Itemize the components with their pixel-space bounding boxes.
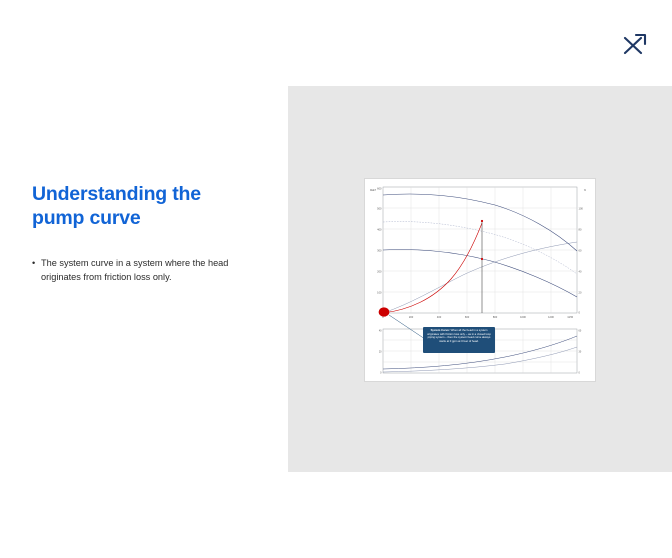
callout-text-container — [423, 327, 495, 353]
list-item — [32, 256, 268, 285]
svg-text:600: 600 — [464, 316, 470, 319]
bullet-icon: • — [32, 258, 36, 268]
callout-text: When all the head in a system originates with friction loss only – as in a closed loop piping system – then the system head curve always starts at 0 gpm at 0 feet of head. — [427, 329, 491, 343]
svg-text:60: 60 — [578, 249, 582, 253]
duty-point-marker — [481, 220, 483, 222]
svg-text:800: 800 — [492, 316, 498, 319]
svg-text:100: 100 — [578, 207, 583, 211]
system-curve-origin-marker — [379, 307, 390, 316]
callout-title: System Curve: — [430, 329, 450, 332]
svg-text:0: 0 — [382, 316, 384, 319]
svg-text:40: 40 — [578, 270, 582, 274]
page-title-line1: Understanding the — [32, 183, 201, 205]
y-axis-right-title: % — [583, 189, 587, 192]
duty-point-marker-secondary — [481, 258, 483, 260]
svg-text:40: 40 — [378, 329, 382, 333]
svg-text:400: 400 — [436, 316, 442, 319]
pump-curve-figure — [364, 178, 596, 382]
svg-text:1000: 1000 — [520, 316, 526, 319]
svg-text:100: 100 — [377, 291, 382, 295]
svg-text:200: 200 — [408, 316, 414, 319]
svg-text:500: 500 — [377, 207, 382, 211]
svg-text:300: 300 — [377, 249, 382, 253]
svg-text:1200: 1200 — [548, 316, 554, 319]
svg-text:400: 400 — [377, 228, 382, 232]
list-item-label: The system curve in a system where the head originates from friction loss only. — [41, 258, 229, 283]
svg-text:600: 600 — [377, 187, 382, 191]
svg-text:30: 30 — [578, 350, 582, 354]
svg-text:20: 20 — [378, 350, 382, 354]
svg-text:0: 0 — [578, 371, 580, 375]
brand-logo — [622, 32, 648, 58]
svg-text:200: 200 — [377, 270, 382, 274]
x-axis-title: GPM — [567, 316, 573, 319]
svg-text:80: 80 — [578, 228, 582, 232]
svg-text:20: 20 — [578, 291, 582, 295]
svg-text:0: 0 — [380, 371, 382, 375]
y-axis-title: FEET — [369, 189, 377, 192]
svg-text:60: 60 — [578, 329, 582, 333]
page-title — [32, 183, 272, 231]
page-title-line2: pump curve — [32, 206, 141, 229]
body-content — [32, 256, 268, 285]
pump-curve-chart — [365, 179, 595, 381]
svg-text:0: 0 — [578, 311, 580, 315]
